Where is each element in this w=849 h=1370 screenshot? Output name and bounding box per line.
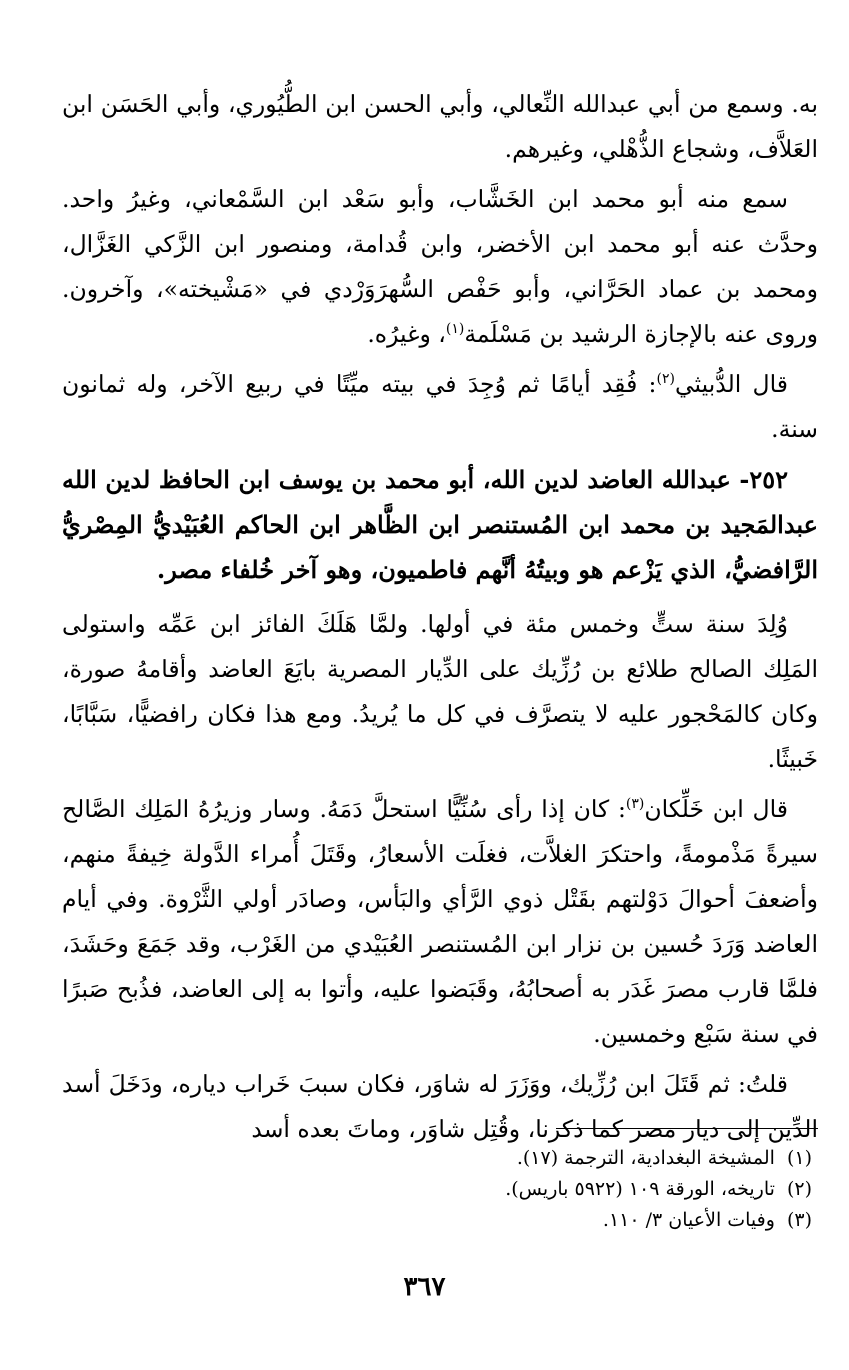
footnote-ref-1[interactable]: (١) bbox=[445, 321, 465, 338]
page-body bbox=[62, 82, 818, 1157]
paragraph-1 bbox=[62, 82, 818, 172]
footnotes-section bbox=[62, 1128, 818, 1236]
footnote-ref-3[interactable]: (٣) bbox=[625, 796, 645, 813]
footnote-2 bbox=[62, 1174, 818, 1205]
paragraph-2-text: سمع منه أبو محمد ابن الخَشَّاب، وأبو سَعْد ابن السَّمْعاني، وغيرُ واحد. وحدَّث عنه أبو محمد ابن الأخضر، وابن قُدامة، ومنصور ابن الزَّكي الغَزَّال، ومحمد بن عماد الحَرَّاني، وأبو حَفْص السُّهرَوَرْدي في «مَشْيخته»، وآخرون. وروى عنه بالإجازة الرشيد بن مَسْلَمة bbox=[62, 185, 818, 348]
paragraph-4-text: وُلِدَ سنة ستٍّ وخمس مئة في أولها. ولمَّا هَلَكَ الفائز ابن عَمِّه واستولى المَلِك الصالح طلائع بن رُزِّيك على الدِّيار المصرية بايَعَ العاضد وأقامهُ صورة، وكان كالمَحْجور عليه لا يتصرَّف في كل ما يُريدُ. ومع هذا فكان رافضيًّا، سَبَّابًا، خَبيثًا. bbox=[62, 610, 818, 773]
paragraph-5-tail: : كان إذا رأى سُنِّيًّا استحلَّ دَمَهُ. وسار وزيرُهُ المَلِك الصَّالح سيرةً مَذْمومةً، واحتكرَ الغلاَّت، فغلَت الأسعارُ، وقَتَلَ أُمراء الدَّولة خِيفةً منهم، وأضعفَ أحوالَ دَوْلتهم بقَتْل ذوي الرَّأي والبَأس، وصادَر أولي الثَّرْوة. وفي أيام العاضد وَرَدَ حُسين بن نزار ابن المُستنصر العُبَيْدي من الغَرْب، وقد جَمَعَ وحَشَدَ، فلمَّا قارب مصرَ غَدَر به أصحابُهُ، وقَبَضوا عليه، وأتوا به إلى العاضد، فذُبح صَبرًا في سنة سَبْع وخمسين. bbox=[62, 795, 818, 1048]
entry-heading: ٢٥٢- عبدالله العاضد لدين الله، أبو محمد بن يوسف ابن الحافظ لدين الله عبدالمَجيد بن محمد ابن المُستنصر ابن الظَّاهر ابن الحاكم العُبَيْديُّ المِصْريُّ الرَّافضيُّ، الذي يَزْعم هو وبيتُهُ أنَّهم فاطميون، وهو آخر خُلفاء مصر. bbox=[62, 465, 818, 584]
paragraph-1-text: به. وسمع من أبي عبدالله النِّعالي، وأبي الحسن ابن الطُّيُوري، وأبي الحَسَن ابن العَلاَّف، وشجاع الذُّهْلي، وغيرهم. bbox=[62, 90, 818, 163]
paragraph-2-tail: ، وغيرُه. bbox=[367, 320, 446, 348]
footnote-2-text: تاريخه، الورقة ١٠٩ (٥٩٢٢ باريس). bbox=[505, 1178, 775, 1200]
paragraph-3-tail: : فُقِد أيامًا ثم وُجِدَ في بيته ميِّتًا في ربيع الآخر، وله ثمانون سنة. bbox=[62, 370, 818, 443]
footnote-1-number: (١) bbox=[786, 1147, 812, 1169]
paragraph-5 bbox=[62, 787, 818, 1057]
page-number: ٣٦٧ bbox=[403, 1272, 446, 1302]
paragraph-3 bbox=[62, 362, 818, 452]
footnote-ref-2[interactable]: (٢) bbox=[656, 371, 675, 388]
footnote-3-number: (٣) bbox=[786, 1209, 812, 1231]
footnote-2-number: (٢) bbox=[786, 1178, 812, 1200]
footnote-3-text: وفيات الأعيان ٣/ ١١٠. bbox=[602, 1209, 775, 1231]
paragraph-5-text: قال ابن خَلِّكان bbox=[644, 795, 788, 823]
footnote-divider bbox=[556, 1128, 818, 1129]
paragraph-2 bbox=[62, 177, 818, 357]
footnote-1-text: المشيخة البغدادية، الترجمة (١٧). bbox=[516, 1147, 775, 1169]
footnote-1 bbox=[62, 1143, 818, 1174]
paragraph-4 bbox=[62, 602, 818, 782]
paragraph-3-text: قال الدُّبيثي bbox=[674, 370, 788, 398]
footnote-3 bbox=[62, 1205, 818, 1236]
paragraph-6-text: قلتُ: ثم قَتَلَ ابن رُزِّيك، ووَزَرَ له شاوَر، فكان سببَ خَراب دياره، ودَخَلَ أسد الدِّين إلى ديار مصر كما ذكرنا، وقُتِل شاوَر، وماتَ بعده أسد bbox=[62, 1070, 818, 1143]
